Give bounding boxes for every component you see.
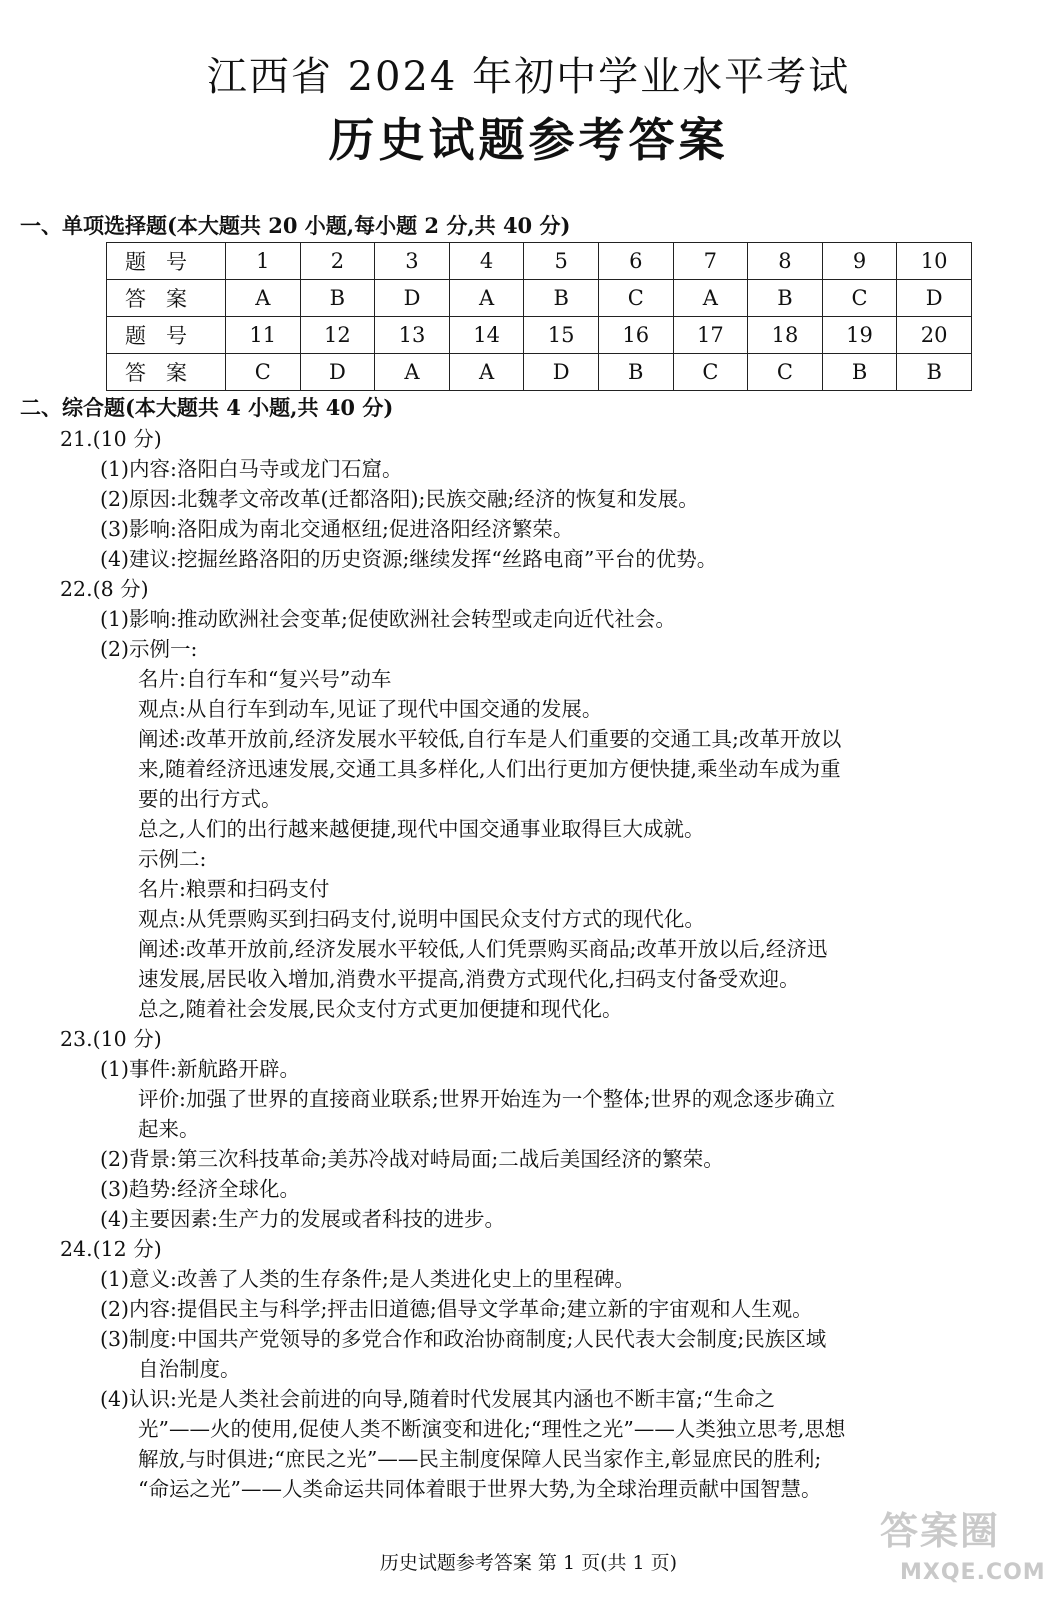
table-cell: 18 [748, 317, 823, 354]
table-cell: D [524, 354, 599, 391]
answer-line: 光”——火的使用,促使人类不断演变和进化;“理性之光”——人类独立思考,思想 [138, 1417, 846, 1441]
table-cell: 7 [673, 243, 748, 280]
table-cell: B [748, 280, 823, 317]
question-22-head: 22.(8 分) [60, 577, 149, 601]
table-cell: 3 [375, 243, 450, 280]
question-21-head: 21.(10 分) [60, 427, 162, 451]
table-cell: D [375, 280, 450, 317]
answer-line: (3)制度:中国共产党领导的多党合作和政治协商制度;人民代表大会制度;民族区域 [100, 1327, 827, 1351]
question-23-head: 23.(10 分) [60, 1027, 162, 1051]
table-cell: A [449, 280, 524, 317]
table-cell: 20 [897, 317, 972, 354]
answer-line: 评价:加强了世界的直接商业联系;世界开始连为一个整体;世界的观念逐步确立 [138, 1087, 836, 1111]
watermark-url: MXQE.COM [900, 1560, 1046, 1585]
answer-line: (4)主要因素:生产力的发展或者科技的进步。 [100, 1207, 505, 1231]
table-cell: 8 [748, 243, 823, 280]
table-cell: 10 [897, 243, 972, 280]
answer-line: (4)建议:挖掘丝路洛阳的历史资源;继续发挥“丝路电商”平台的优势。 [100, 547, 718, 571]
table-cell: 6 [598, 243, 673, 280]
answer-line: 来,随着经济迅速发展,交通工具多样化,人们出行更加方便快捷,乘坐动车成为重 [138, 757, 841, 781]
answer-line: 总之,人们的出行越来越便捷,现代中国交通事业取得巨大成就。 [138, 817, 705, 841]
table-cell: 14 [449, 317, 524, 354]
exam-title: 江西省 2024 年初中学业水平考试 [206, 54, 851, 100]
answer-line: 观点:从自行车到动车,见证了现代中国交通的发展。 [138, 697, 603, 721]
table-cell: C [748, 354, 823, 391]
table-cell: C [673, 354, 748, 391]
table-cell: C [598, 280, 673, 317]
answer-line: (3)影响:洛阳成为南北交通枢纽;促进洛阳经济繁荣。 [100, 517, 574, 541]
table-cell: 12 [300, 317, 375, 354]
answer-line: 速发展,居民收入增加,消费水平提高,消费方式现代化,扫码支付备受欢迎。 [138, 967, 800, 991]
answer-line: (1)内容:洛阳白马寺或龙门石窟。 [100, 457, 403, 481]
answer-line: 阐述:改革开放前,经济发展水平较低,人们凭票购买商品;改革开放以后,经济迅 [138, 937, 828, 961]
table-cell: B [300, 280, 375, 317]
section2-heading: 二、综合题(本大题共 4 小题,共 40 分) [20, 395, 394, 420]
answer-line: 名片:粮票和扫码支付 [138, 877, 330, 901]
answer-line: (2)示例一: [100, 637, 198, 661]
table-cell: 4 [449, 243, 524, 280]
section1-heading: 一、单项选择题(本大题共 20 小题,每小题 2 分,共 40 分) [20, 213, 571, 238]
table-cell: 13 [375, 317, 450, 354]
answer-line: 名片:自行车和“复兴号”动车 [138, 667, 392, 691]
table-cell: 1 [226, 243, 301, 280]
answer-line: (4)认识:光是人类社会前进的向导,随着时代发展其内涵也不断丰富;“生命之 [100, 1387, 775, 1411]
table-cell: 17 [673, 317, 748, 354]
table-cell: B [598, 354, 673, 391]
answer-line: (1)事件:新航路开辟。 [100, 1057, 300, 1081]
table-cell: B [524, 280, 599, 317]
watermark-logo [880, 1500, 1046, 1590]
answer-line: 解放,与时俱进;“庶民之光”——民主制度保障人民当家作主,彰显庶民的胜利; [138, 1447, 822, 1471]
answer-line: 自治制度。 [138, 1357, 241, 1381]
answer-line: (3)趋势:经济全球化。 [100, 1177, 300, 1201]
answer-key-title: 历史试题参考答案 [328, 113, 729, 167]
table-cell: A [226, 280, 301, 317]
table-cell: C [822, 280, 897, 317]
table-cell: 2 [300, 243, 375, 280]
answer-line: “命运之光”——人类命运共同体着眼于世界大势,为全球治理贡献中国智慧。 [138, 1477, 822, 1501]
answer-line: 示例二: [138, 847, 207, 871]
watermark-text: 答案圈 [880, 1509, 1001, 1553]
table-cell: A [449, 354, 524, 391]
question-24-head: 24.(12 分) [60, 1237, 162, 1261]
answer-line: 总之,随着社会发展,民众支付方式更加便捷和现代化。 [138, 997, 623, 1021]
table-cell: 19 [822, 317, 897, 354]
table-cell: 9 [822, 243, 897, 280]
table-cell: A [673, 280, 748, 317]
table-cell: 5 [524, 243, 599, 280]
table-cell: D [300, 354, 375, 391]
table-cell: A [375, 354, 450, 391]
answer-line: 要的出行方式。 [138, 787, 282, 811]
answer-line: (2)原因:北魏孝文帝改革(迁都洛阳);民族交融;经济的恢复和发展。 [100, 487, 699, 511]
table-row [107, 280, 972, 317]
number-label: 题号 [107, 243, 226, 280]
answer-line: (2)内容:提倡民主与科学;抨击旧道德;倡导文学革命;建立新的宇宙观和人生观。 [100, 1297, 813, 1321]
answer-label: 答案 [107, 280, 226, 317]
answer-table [106, 242, 972, 391]
answer-line: 观点:从凭票购买到扫码支付,说明中国民众支付方式的现代化。 [138, 907, 705, 931]
number-label: 题号 [107, 317, 226, 354]
answer-line: 阐述:改革开放前,经济发展水平较低,自行车是人们重要的交通工具;改革开放以 [138, 727, 842, 751]
table-cell: D [897, 280, 972, 317]
table-cell: 16 [598, 317, 673, 354]
answer-label: 答案 [107, 354, 226, 391]
page-footer: 历史试题参考答案 第 1 页(共 1 页) [379, 1552, 678, 1574]
table-cell: B [897, 354, 972, 391]
answer-line: (1)意义:改善了人类的生存条件;是人类进化史上的里程碑。 [100, 1267, 635, 1291]
answer-line: 起来。 [138, 1117, 200, 1141]
answer-line: (2)背景:第三次科技革命;美苏冷战对峙局面;二战后美国经济的繁荣。 [100, 1147, 724, 1171]
table-row [107, 354, 972, 391]
table-cell: C [226, 354, 301, 391]
table-row [107, 317, 972, 354]
answer-line: (1)影响:推动欧洲社会变革;促使欧洲社会转型或走向近代社会。 [100, 607, 676, 631]
table-row [107, 243, 972, 280]
table-cell: B [822, 354, 897, 391]
table-cell: 11 [226, 317, 301, 354]
table-cell: 15 [524, 317, 599, 354]
